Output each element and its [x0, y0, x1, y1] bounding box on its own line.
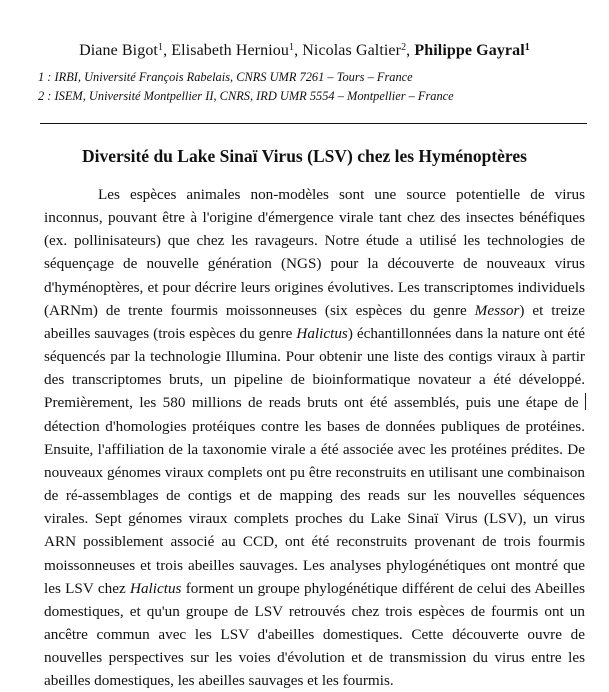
author-affiliation-mark: 2: [401, 42, 407, 53]
author-affiliation-mark: 1: [157, 42, 164, 53]
author-list: [0, 42, 609, 60]
paper-title: Diversité du Lake Sinaï Virus (LSV) chez les Hyménoptères: [82, 146, 527, 166]
abstract-body[interactable]: [44, 183, 585, 692]
abstract-taxon-name: Halictus: [296, 324, 348, 342]
affiliation-2: 2 : ISEM, Université Montpellier II, CNRS, IRD UMR 5554 – Montpellier – France: [38, 89, 454, 103]
abstract-text-segment: forment un groupe phylogénétique différent de celui des Abeilles domestiques, et qu'un groupe de LSV retrouvés chez trois espèces de fourmis ont un ancêtre commun avec les LSV d'abeilles domestiques. Cette découverte ouvre de nouvelles perspectives sur les voies d'évolution et de transmission du virus entre les abeilles domestiques, les abeilles sauvages et les fourmis.: [44, 579, 585, 690]
author-affiliation-mark: 1: [288, 42, 295, 53]
abstract-taxon-name: Halictus: [129, 579, 182, 597]
abstract-text-segment: ) et treize abeilles sauvages (trois espèces du genre: [44, 301, 585, 342]
abstract-taxon-name: Messor: [474, 301, 520, 319]
abstract-text-segment: détection d'homologies protéiques contre les bases de données publiques de protéines. Ensuite, l'affiliation de la taxonomie virale a été associée avec les protéines prédites. De nouveaux génomes viraux complets ont pu être reconstruits en utilisant une combinaison de ré-assemblages de contigs et de mapping des reads sur les nouvelles séquences virales. Sept génomes viraux complets proches du Lake Sinaï Virus (LSV), un virus ARN possiblement associé au CCD, ont été reconstruits provenant de trois fourmis moissonneuses et trois abeilles sauvages. Les analyses phylogénétiques ont montré que les LSV chez: [44, 417, 585, 597]
author-name: Nicolas Galtier: [302, 42, 402, 59]
author-name: Elisabeth Herniou: [171, 42, 289, 59]
text-cursor: [585, 393, 586, 410]
author-separator: ,: [294, 42, 303, 59]
author-separator: ,: [406, 42, 415, 59]
horizontal-divider: [40, 123, 587, 124]
abstract-text-segment: Les espèces animales non-modèles sont une source potentielle de virus inconnus, pouvant être à l'origine d'émergence virale tant chez des insectes bénéfiques (ex. pollinisateurs) que chez les ravageurs. Notre étude a utilisé les technologies de séquençage de nouvelle génération (NGS) pour la découverte de nouveaux virus d'hyménoptères, et pour décrire leurs origines évolutives. Les transcriptomes individuels (ARNm) de trente fourmis moissonneuses (six espèces du genre: [44, 186, 585, 319]
author-name-corresponding: Philippe Gayral: [414, 42, 525, 59]
affiliation-1: 1 : IRBI, Université François Rabelais, CNRS UMR 7261 – Tours – France: [38, 70, 413, 84]
author-name: Diane Bigot: [79, 42, 158, 59]
author-separator: ,: [163, 42, 172, 59]
author-affiliation-mark: 1: [524, 42, 530, 53]
abstract-text-segment: ) échantillonnées dans la nature ont été séquencés par la technologie Illumina. Pour obtenir une liste des contigs viraux à partir des transcriptomes bruts, un pipeline de bioinformatique novateur a été développé. Premièrement, les 580 millions de reads bruts ont été assemblés, puis une étape de: [44, 324, 585, 412]
